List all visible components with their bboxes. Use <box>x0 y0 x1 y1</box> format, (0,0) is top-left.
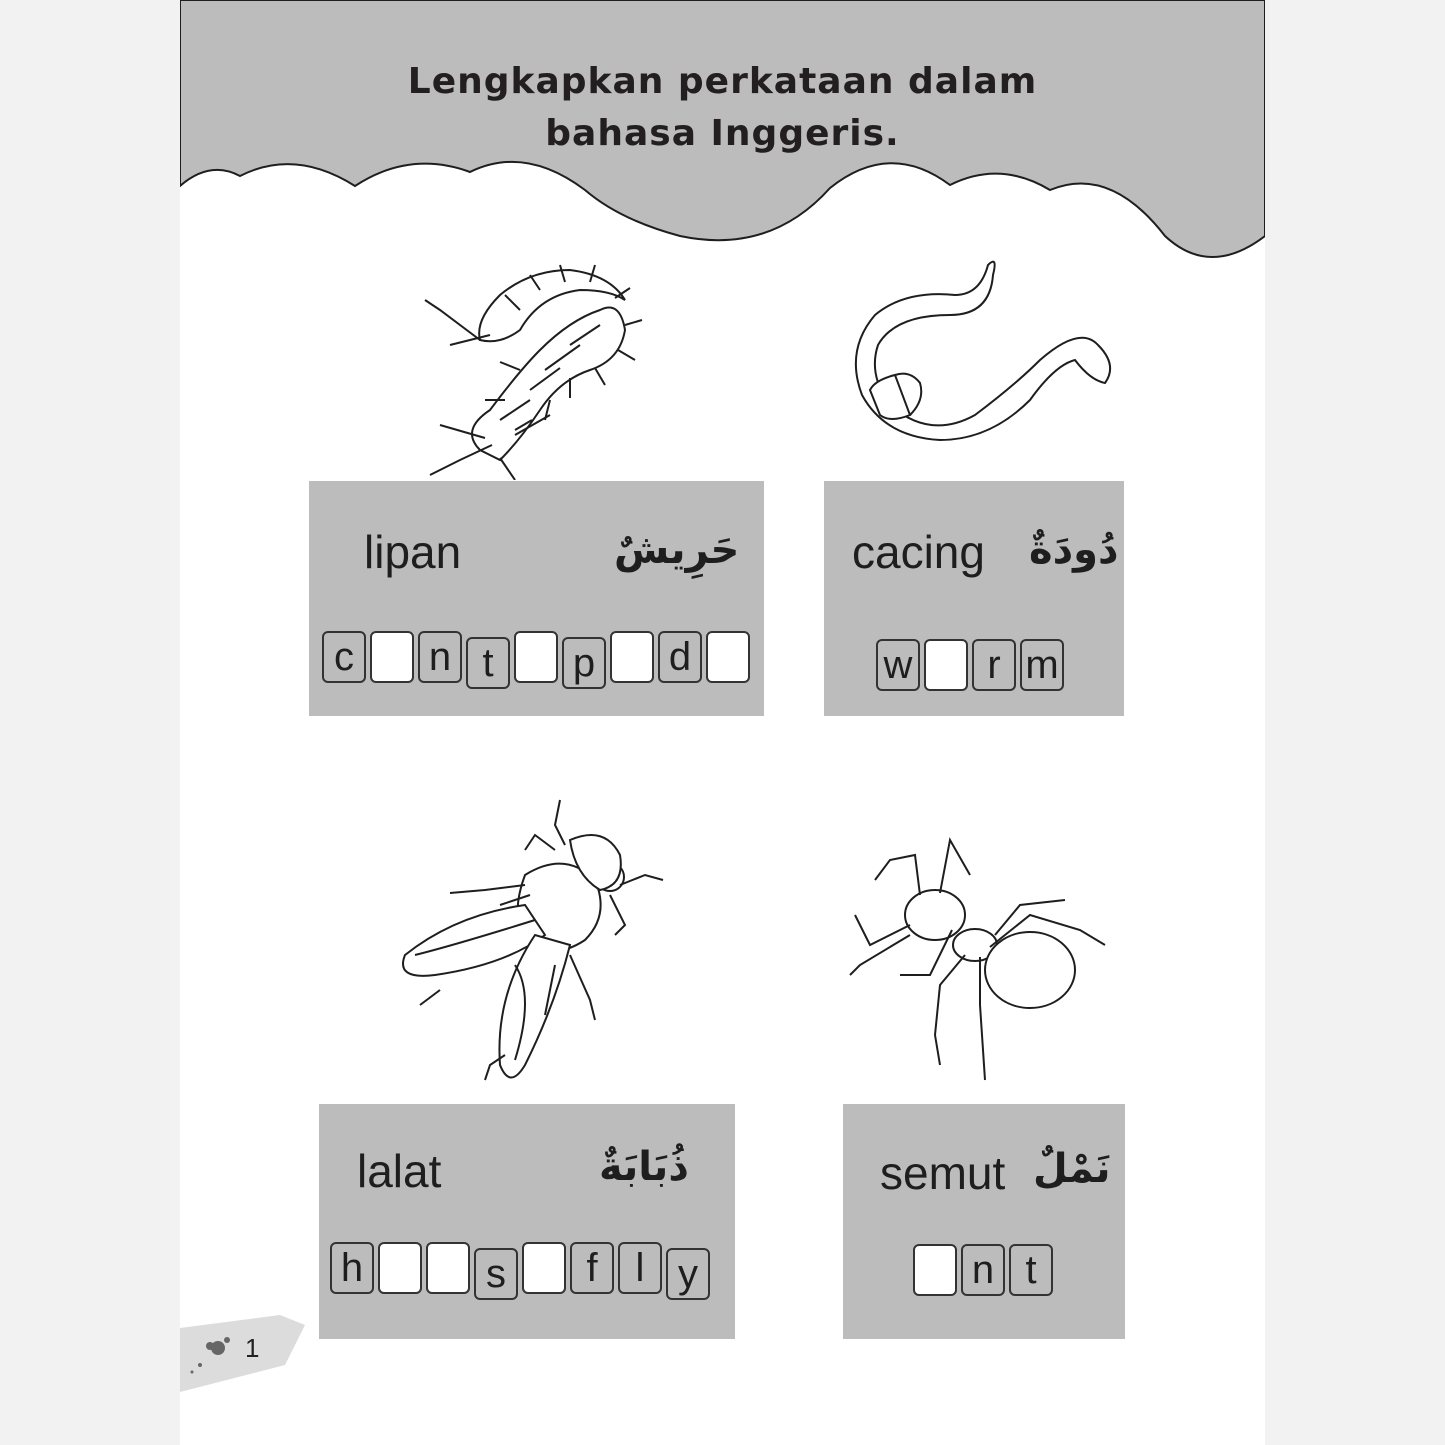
worksheet-page <box>180 0 1265 1445</box>
arabic-word: نَمْلٌ <box>1033 1146 1111 1192</box>
blank-letter-tile[interactable] <box>522 1242 566 1294</box>
letter-tile: w <box>876 639 920 691</box>
letter-tile: n <box>418 631 462 683</box>
malay-word: cacing <box>852 526 985 578</box>
arabic-word: دُودَةٌ <box>1029 527 1119 573</box>
letter-tile: m <box>1020 639 1064 691</box>
word-card-lipan <box>309 481 764 716</box>
worm-illustration <box>850 255 1120 445</box>
letter-tiles <box>322 631 750 689</box>
letter-tile: f <box>570 1242 614 1294</box>
title-line-2: bahasa Inggeris. <box>545 113 900 154</box>
letter-tile: t <box>466 637 510 689</box>
word-card-lalat <box>319 1104 735 1339</box>
malay-word: lipan <box>364 526 462 578</box>
letter-tiles <box>913 1244 1053 1296</box>
blank-letter-tile[interactable] <box>426 1242 470 1294</box>
letter-tile: r <box>972 639 1016 691</box>
letter-tile: h <box>330 1242 374 1294</box>
blank-letter-tile[interactable] <box>378 1242 422 1294</box>
page-title <box>180 56 1265 160</box>
malay-word: lalat <box>357 1145 442 1197</box>
letter-tiles <box>330 1242 710 1300</box>
blank-letter-tile[interactable] <box>706 631 750 683</box>
title-line-1: Lengkapkan perkataan dalam <box>407 61 1038 102</box>
blank-letter-tile[interactable] <box>514 631 558 683</box>
ant-illustration <box>840 835 1110 1085</box>
letter-tile: p <box>562 637 606 689</box>
malay-word: semut <box>880 1147 1006 1199</box>
word-card-semut <box>843 1104 1125 1339</box>
letter-tile: n <box>961 1244 1005 1296</box>
letter-tile: l <box>618 1242 662 1294</box>
blank-letter-tile[interactable] <box>913 1244 957 1296</box>
centipede-illustration <box>420 250 650 480</box>
letter-tile: y <box>666 1248 710 1300</box>
letter-tiles <box>876 639 1064 691</box>
blank-letter-tile[interactable] <box>370 631 414 683</box>
letter-tile: t <box>1009 1244 1053 1296</box>
letter-tile: s <box>474 1248 518 1300</box>
blank-letter-tile[interactable] <box>924 639 968 691</box>
letter-tile: c <box>322 631 366 683</box>
word-card-cacing <box>824 481 1124 716</box>
arabic-word: حَرِيشٌ <box>614 527 740 573</box>
letter-tile: d <box>658 631 702 683</box>
arabic-word: ذُبَابَةٌ <box>599 1144 689 1190</box>
page-number: 1 <box>245 1333 260 1363</box>
fly-illustration <box>395 795 675 1090</box>
blank-letter-tile[interactable] <box>610 631 654 683</box>
